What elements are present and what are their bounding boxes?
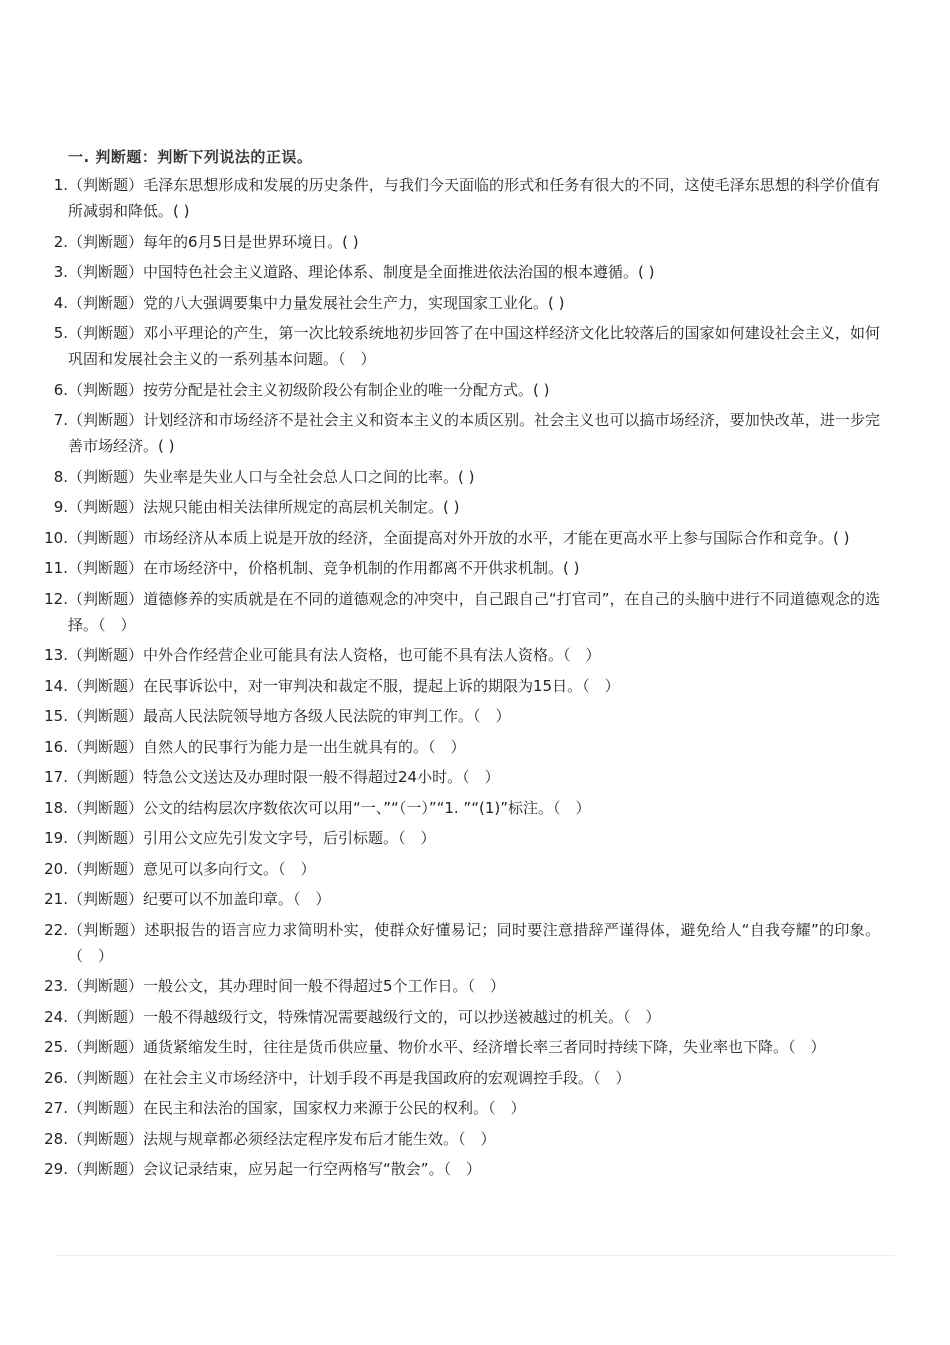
question-text: （判断题）纪要可以不加盖印章。（ ） [68, 890, 331, 908]
question-number: 22. [44, 920, 68, 939]
question-number: 23. [44, 977, 68, 995]
question-number: 1. [53, 176, 68, 194]
question-text: （判断题）市场经济从本质上说是开放的经济，全面提高对外开放的水平，才能在更高水平上参与国际合作和竞争。( ) [68, 528, 850, 547]
question-text: （判断题）公文的结构层次序数依次可以用“一、”“（一）”“1. ”“(1)”标注。（ ） [68, 798, 591, 817]
list-item [40, 377, 880, 403]
question-text: （判断题）中国特色社会主义道路、理论体系、制度是全面推进依法治国的根本遵循。( ) [68, 263, 655, 281]
question-text: （判断题）计划经济和市场经济不是社会主义和资本主义的本质区别。社会主义也可以搞市场经济，要加快改革，进一步完善市场经济。( ) [68, 411, 880, 455]
question-text: （判断题）自然人的民事行为能力是一出生就具有的。（ ） [68, 737, 466, 756]
question-number: 14. [44, 676, 68, 695]
question-number: 6. [53, 380, 68, 399]
question-text: （判断题）引用公文应先引发文字号，后引标题。（ ） [68, 829, 436, 847]
list-item [40, 259, 880, 285]
question-text: （判断题）按劳分配是社会主义初级阶段公有制企业的唯一分配方式。( ) [68, 380, 550, 399]
list-item [40, 1095, 880, 1121]
question-text: （判断题）党的八大强调要集中力量发展社会生产力，实现国家工业化。( ) [68, 293, 565, 312]
section-title: 一. 判断题：判断下列说法的正误。 [68, 148, 313, 166]
question-number: 7. [53, 411, 68, 429]
page-divider [55, 1255, 895, 1256]
question-number: 16. [44, 737, 68, 756]
question-text: （判断题）通货紧缩发生时，往往是货币供应量、物价水平、经济增长率三者同时持续下降，失业率也下降。（ ） [68, 1038, 826, 1056]
list-item [40, 494, 880, 520]
list-item [40, 229, 880, 255]
question-text: （判断题）道德修养的实质就是在不同的道德观念的冲突中，自己跟自己“打官司”，在自己的头脑中进行不同道德观念的选择。（ ） [68, 589, 880, 634]
list-item [40, 917, 880, 969]
question-number: 18. [44, 798, 68, 817]
question-number: 10. [44, 528, 68, 547]
question-text: （判断题）邓小平理论的产生，第一次比较系统地初步回答了在中国这样经济文化比较落后的国家如何建设社会主义，如何巩固和发展社会主义的一系列基本问题。（ ） [68, 324, 880, 368]
list-item [40, 973, 880, 999]
question-text: （判断题）法规只能由相关法律所规定的高层机关制定。( ) [68, 498, 460, 516]
list-item [40, 642, 880, 668]
question-number: 24. [44, 1007, 68, 1026]
list-item [40, 586, 880, 638]
question-text: （判断题）最高人民法院领导地方各级人民法院的审判工作。（ ） [68, 707, 511, 725]
question-number: 3. [53, 263, 68, 281]
list-item [40, 172, 880, 224]
list-item [40, 825, 880, 851]
question-text: （判断题）每年的6月5日是世界环境日。( ) [68, 232, 359, 251]
question-number: 13. [44, 646, 68, 664]
question-text: （判断题）在社会主义市场经济中，计划手段不再是我国政府的宏观调控手段。（ ） [68, 1068, 631, 1087]
list-item [40, 1004, 880, 1030]
list-item [40, 290, 880, 316]
question-text: （判断题）述职报告的语言应力求简明朴实，使群众好懂易记；同时要注意措辞严谨得体，避免给人“自我夸耀”的印象。（ ） [68, 920, 880, 965]
list-item [40, 1156, 880, 1182]
list-item [40, 886, 880, 912]
question-number: 19. [44, 829, 68, 847]
question-text: （判断题）法规与规章都必须经法定程序发布后才能生效。（ ） [68, 1129, 496, 1148]
list-item [40, 1126, 880, 1152]
list-item [40, 1065, 880, 1091]
question-number: 5. [53, 324, 68, 342]
question-number: 25. [44, 1038, 68, 1056]
question-number: 15. [44, 707, 68, 725]
question-text: （判断题）会议记录结束，应另起一行空两格写“散会”。（ ） [68, 1160, 482, 1178]
question-number: 29. [44, 1160, 68, 1178]
list-item [40, 407, 880, 459]
question-number: 11. [44, 559, 68, 577]
question-text: （判断题）失业率是失业人口与全社会总人口之间的比率。( ) [68, 467, 475, 486]
question-number: 28. [44, 1129, 68, 1148]
question-number: 8. [53, 467, 68, 486]
list-item [40, 464, 880, 490]
list-item [40, 703, 880, 729]
question-text: （判断题）中外合作经营企业可能具有法人资格，也可能不具有法人资格。（ ） [68, 646, 601, 664]
list-item [40, 525, 880, 551]
question-text: （判断题）一般公文，其办理时间一般不得超过5个工作日。（ ） [68, 977, 506, 995]
question-number: 4. [53, 293, 68, 312]
question-number: 17. [44, 768, 68, 786]
question-number: 26. [44, 1068, 68, 1087]
question-number: 2. [53, 232, 68, 251]
question-text: （判断题）意见可以多向行文。（ ） [68, 859, 316, 878]
question-text: （判断题）特急公文送达及办理时限一般不得超过24小时。（ ） [68, 768, 500, 786]
question-text: （判断题）在市场经济中，价格机制、竞争机制的作用都离不开供求机制。( ) [68, 559, 580, 577]
list-item [40, 795, 880, 821]
question-number: 21. [44, 890, 68, 908]
question-text: （判断题）在民主和法治的国家，国家权力来源于公民的权利。（ ） [68, 1099, 526, 1117]
question-text: （判断题）毛泽东思想形成和发展的历史条件，与我们今天面临的形式和任务有很大的不同，这使毛泽东思想的科学价值有所减弱和降低。( ) [68, 176, 880, 220]
question-number: 20. [44, 859, 68, 878]
question-number: 12. [44, 589, 68, 608]
list-item [40, 1034, 880, 1060]
question-number: 9. [53, 498, 68, 516]
question-number: 27. [44, 1099, 68, 1117]
question-text: （判断题）在民事诉讼中，对一审判决和裁定不服，提起上诉的期限为15日。（ ） [68, 676, 620, 695]
list-item [40, 856, 880, 882]
list-item [40, 764, 880, 790]
list-item [40, 734, 880, 760]
question-text: （判断题）一般不得越级行文，特殊情况需要越级行文的，可以抄送被越过的机关。（ ） [68, 1007, 661, 1026]
list-item [40, 555, 880, 581]
question-list [40, 172, 880, 1187]
list-item [40, 673, 880, 699]
list-item [40, 320, 880, 372]
